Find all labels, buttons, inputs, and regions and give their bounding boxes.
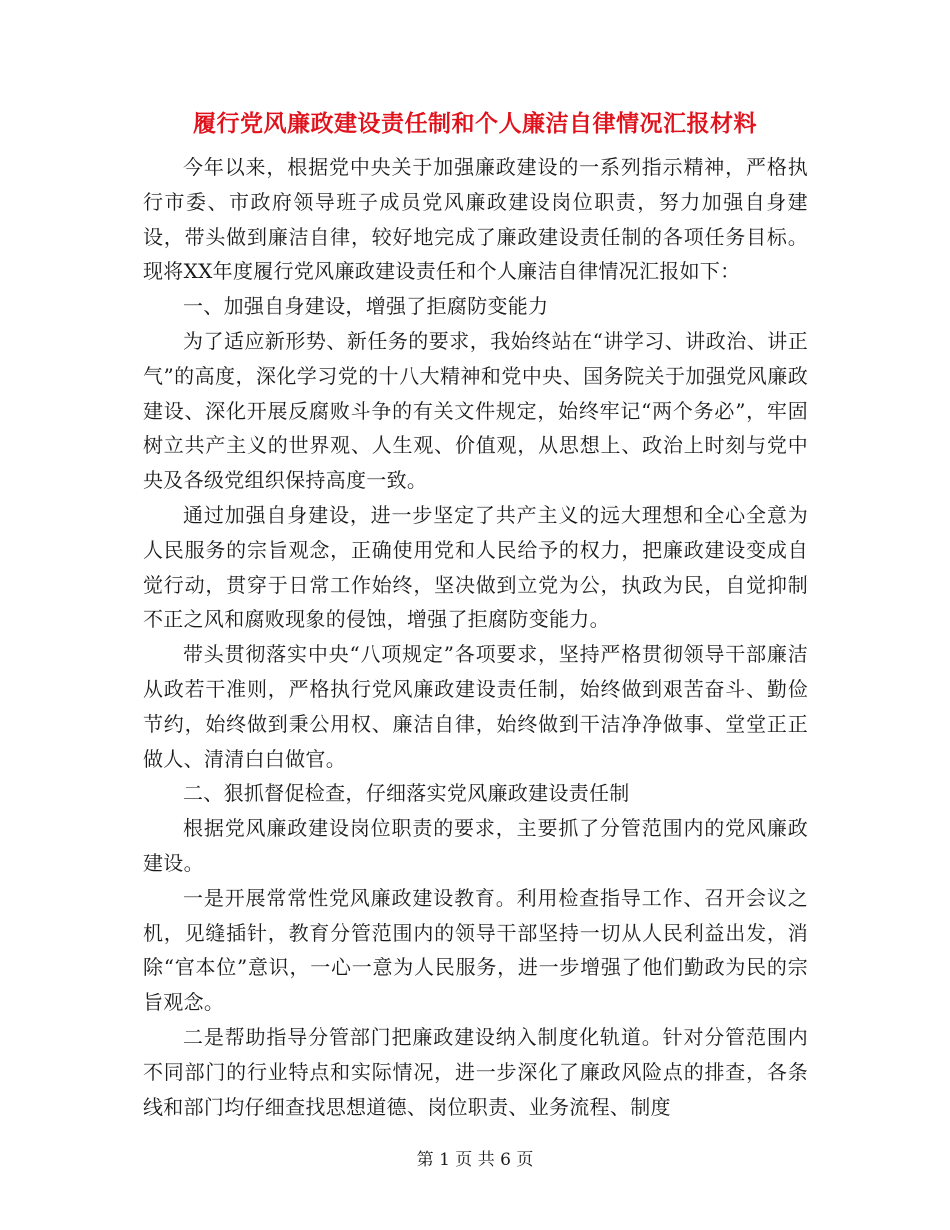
document-title: 履行党风廉政建设责任制和个人廉洁自律情况汇报材料 <box>193 110 757 137</box>
paragraph: 为了适应新形势、新任务的要求，我始终站在“讲学习、讲政治、讲正气”的高度，深化学习党的十八大精神和党中央、国务院关于加强党风廉政建设、深化开展反腐败斗争的有关文件规定，始终牢记“两个务必”，牢固树立共产主义的世界观、人生观、价值观，从思想上、政治上时刻与党中央及各级党组织保持高度一致。 <box>143 328 808 493</box>
section-heading-2: 二、狠抓督促检查，仔细落实党风廉政建设责任制 <box>183 781 630 806</box>
paragraph: 通过加强自身建设，进一步坚定了共产主义的远大理想和全心全意为人民服务的宗旨观念，正确使用党和人民给予的权力，把廉政建设变成自觉行动，贯穿于日常工作始终，坚决做到立党为公，执政为民，自觉抑制不正之风和腐败现象的侵蚀，增强了拒腐防变能力。 <box>143 502 808 632</box>
paragraph: 根据党风廉政建设岗位职责的要求，主要抓了分管范围内的党风廉政建设。 <box>143 816 808 875</box>
document-body <box>143 150 808 1124</box>
section-heading-1: 一、加强自身建设，增强了拒腐防变能力 <box>183 294 549 319</box>
paragraph: 二是帮助指导分管部门把廉政建设纳入制度化轨道。针对分管范围内不同部门的行业特点和实际情况，进一步深化了廉政风险点的排查，各条线和部门均仔细查找思想道德、岗位职责、业务流程、制度 <box>143 1024 808 1119</box>
paragraph-intro: 今年以来，根据党中央关于加强廉政建设的一系列指示精神，严格执行市委、市政府领导班子成员党风廉政建设岗位职责，努力加强自身建设，带头做到廉洁自律，较好地完成了廉政建设责任制的各项任务目标。现将XX年度履行党风廉政建设责任和个人廉洁自律情况汇报如下： <box>143 155 808 284</box>
page-footer <box>0 1148 950 1172</box>
paragraph: 带头贯彻落实中央“八项规定”各项要求，坚持严格贯彻领导干部廉洁从政若干准则，严格执行党风廉政建设责任制，始终做到艰苦奋斗、勤俭节约，始终做到秉公用权、廉洁自律，始终做到干洁净净做事、堂堂正正做人、清清白白做官。 <box>143 642 808 771</box>
paragraph: 一是开展常常性党风廉政建设教育。利用检查指导工作、召开会议之机，见缝插针，教育分管范围内的领导干部坚持一切从人民利益出发，消除“官本位”意识，一心一意为人民服务，进一步增强了他们勤政为民的宗旨观念。 <box>143 885 808 1015</box>
page-number-label: 第 1 页 共 6 页 <box>416 1150 534 1170</box>
